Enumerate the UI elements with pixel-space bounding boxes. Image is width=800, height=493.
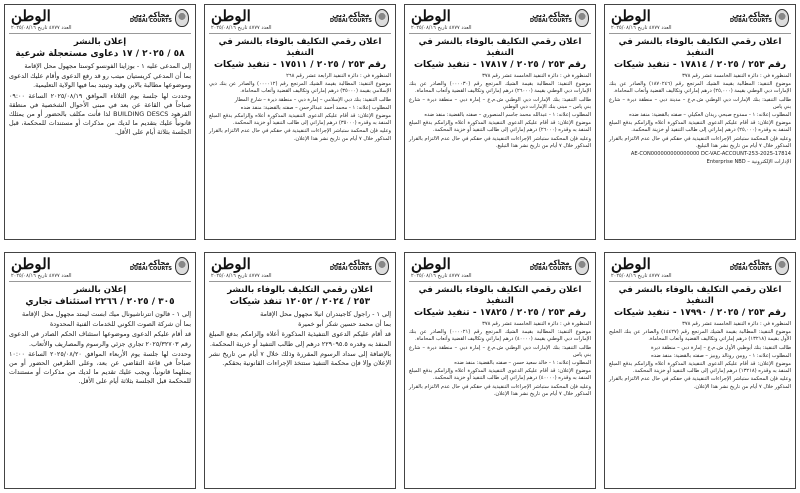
notice-title: اعلان رقمي التكليف بالوفاء بالنشر xyxy=(227,285,373,295)
notice-paragraph: وعليه فإن المحكمة ستباشر الإجراءات التنفيذية في حقكم في حال عدم الالتزام بالقرار المذكور خلال ٧ أيام من تاريخ نشر هذا الإعلان. xyxy=(609,376,791,390)
notice-body xyxy=(9,310,191,387)
notice-title: اعلان رقمي التكليف بالوفاء بالنشر في التنفيذ xyxy=(418,285,582,306)
notice-title: اعلان رقمي التكليف بالوفاء بالنشر في التنفيذ xyxy=(618,285,782,306)
newspaper-masthead xyxy=(411,256,472,279)
notice-paragraph: وعليه فإن المحكمة ستباشر الإجراءات التنفيذية في حقكم في حال عدم الالتزام بالقرار المذكور خلال ٧ أيام من تاريخ نشر هذا التبليغ. xyxy=(409,135,591,149)
court-logo xyxy=(130,9,189,27)
newspaper-masthead xyxy=(11,8,72,31)
newspaper-name: الوطن xyxy=(611,255,651,273)
issue-date: العدد ٤٧٧٧ تاريخ ٢٠٢٥/٠٨/١٦ xyxy=(11,273,72,279)
legal-notice xyxy=(604,252,796,489)
case-number: رقم ٢٥٣ / ٢٠٢٥ / ١٧٨٢٥ - تنفيذ شيكات xyxy=(413,308,587,318)
case-number: ٣٠٥ / ٢٠٢٥ / ٢٢٦٦ استئناف تجاري xyxy=(25,297,175,307)
court-logo xyxy=(330,9,389,27)
court-name-ar: محاكم دبي xyxy=(332,11,370,19)
notice-paragraph: المنظورة في : دائرة التنفيذ الخامسة عشر رقم ٣٧٨ xyxy=(482,73,591,79)
notice-paragraph: بما أن المدعي كريستيان ميتب رو قد رفع الدعوى وأقام عليك الدعوى وموضوعها مطالبة بالابن وقيد وتيتيد بما فيها الولاية التعليمية. xyxy=(9,72,191,90)
court-logo xyxy=(730,9,789,27)
notice-header xyxy=(9,8,191,34)
notice-title: إعلان بالنشر xyxy=(73,37,127,47)
court-name-en: DUBAI COURTS xyxy=(329,266,372,272)
court-name-ar: محاكم دبي xyxy=(532,11,570,19)
notice-header xyxy=(9,256,191,282)
newspaper-name: الوطن xyxy=(211,7,251,25)
emblem-icon xyxy=(375,9,389,27)
newspaper-name: الوطن xyxy=(411,255,451,273)
court-logo xyxy=(730,257,789,275)
emblem-icon xyxy=(375,257,389,275)
issue-date: العدد ٤٧٧٧ تاريخ ٢٠٢٥/٠٨/١٦ xyxy=(611,273,672,279)
court-name-ar: محاكم دبي xyxy=(132,259,170,267)
case-number: رقم ٢٥٣ / ٢٠٢٥ / ١٧٨١٤ - تنفيذ شيكات xyxy=(613,60,787,70)
newspaper-masthead xyxy=(211,256,272,279)
notice-paragraph: وحددت لها جلسة يوم الأربعاء الموافق ٢٠٢٥/٠٨/٢٠ الساعة ١٠:٠٠ صباحاً في قاعة التقاضي عن بعد، وعلى الطرفين الحضور أو من يمثلهما قانونياً، ويجب عليك تقديم ما لديك من مذكرات أو مستندات للمحكمة قبل الجلسة بثلاثة أيام على الأقل. xyxy=(9,349,191,386)
notice-paragraph: إلى ١ - راجول كاجيندران انيلا مجهول محل الإقامة xyxy=(260,310,391,318)
notice-body xyxy=(609,73,791,166)
issue-date: العدد ٤٧٧٧ تاريخ ٢٠٢٥/٠٨/١٦ xyxy=(211,25,272,31)
notice-header xyxy=(409,256,591,282)
notice-paragraph: موضوع الإعلان: قد أقام عليكم الدعوى التنفيذية المذكورة أعلاه وإلزامكم بدفع المبلغ المنفذ به وقدره (٢٦٠٠٠) درهم إماراتي إلى طالب التنفيذ أو خزينة المحكمة. xyxy=(409,120,591,134)
notice-paragraph: المطلوب إعلانه: ١ - عبدالله محمد جاسم المنصوري – صفته بالقضية: منفذ ضده xyxy=(424,112,591,119)
issue-date: العدد ٤٧٧٧ تاريخ ٢٠٢٥/٠٨/١٦ xyxy=(11,25,72,31)
notice-title: اعلان رقمي التكليف بالوفاء بالنشر في التنفيذ xyxy=(418,37,582,58)
court-name-en: DUBAI COURTS xyxy=(129,18,172,24)
newspaper-name: الوطن xyxy=(11,7,51,25)
emblem-icon xyxy=(575,9,589,27)
notice-paragraph: موضوع التنفيذ: المطالبة بقيمة الشيك المرتجع رقم (١٨٧٠٢٤٦) والصادر عن بنك الإمارات دبي الوطني بقيمة (٢٥,٠٠٠) درهم إماراتي وتكاليف القضية وأتعاب المحاماة. xyxy=(609,81,791,95)
court-logo xyxy=(130,257,189,275)
notice-paragraph: وعليه فإن المحكمة ستباشر الإجراءات التنفيذية في حقكم في حال عدم الالتزام بالقرار المذكور خلال ٧ أيام من تاريخ نشر هذا التبليغ. xyxy=(609,135,791,149)
notice-paragraph: وعليه فإن المحكمة ستباشر الإجراءات التنفيذية في حقكم في حال عدم الالتزام بالقرار المذكور خلال ٧ أيام من تاريخ نشر هذا الإعلان. xyxy=(209,128,391,142)
notice-paragraph: المطلوب إعلانه: ١ - خالد سعيد حسن – صفته بالقضية: منفذ ضده xyxy=(454,360,591,367)
emblem-icon xyxy=(575,257,589,275)
legal-notice xyxy=(204,252,396,489)
notice-paragraph: بما أن محمد حسين شكر أبو خميرة xyxy=(298,320,391,329)
court-name-en: DUBAI COURTS xyxy=(329,18,372,24)
notice-body xyxy=(209,310,391,368)
court-name-ar: محاكم دبي xyxy=(332,259,370,267)
emblem-icon xyxy=(175,9,189,27)
case-number: رقم ٢٥٣ / ٢٠٢٥ / ١٧٩٩٠ - تنفيذ شيكات xyxy=(613,308,787,318)
newspaper-masthead xyxy=(611,8,672,31)
court-name-ar: محاكم دبي xyxy=(132,11,170,19)
legal-notice xyxy=(404,252,596,489)
notice-paragraph: طالب التنفيذ: بنك الإمارات دبي الوطني ش.م.ع – مدينة دبي – منطقة ديرة – شارع بني ياس xyxy=(609,96,791,110)
notice-paragraph: بالإضافة إلى سداد الرسوم المقررة وذلك خلال ٧ أيام من تاريخ نشر الإعلان وإلا فإن محكمة التنفيذ ستتخذ الإجراءات القانونية بحقكم. xyxy=(209,349,392,368)
court-name-en: DUBAI COURTS xyxy=(729,266,772,272)
notice-title: إعلان بالنشر xyxy=(73,285,127,295)
notice-paragraph: قد أقام عليكم الدعوى وموضوعها استئناف الحكم الصادر في الدعوى رقم ٢٠٢٥/٣٢٧٠٣ تجاري جزئي والرسوم والمصاريف والأتعاب. xyxy=(9,330,191,348)
notice-paragraph: طالب التنفيذ: بنك الإمارات دبي الوطني ش.م.ع – إمارة دبي – منطقة ديرة – شارع بني ياس – مبنى بنك الإمارات دبي الوطني xyxy=(409,96,591,110)
emblem-icon xyxy=(775,9,789,27)
court-logo xyxy=(530,9,589,27)
notice-paragraph: المطلوب إعلانه: ١ - ممدوح صبحي زيدان العكيلي – صفته بالقضية: منفذ ضده xyxy=(629,112,791,119)
notice-body xyxy=(609,321,791,391)
case-number: ٥٨ / ٢٠٢٥ / ١٧ دعاوى مستعجلة شرعية xyxy=(15,49,185,59)
notice-paragraph: موضوع التنفيذ: المطالبة بقيمة الشيك المرتجع رقم (١٤٤٢٧) والصادر عن بنك الخليج الأول بقيمة (١٣٢١٨) درهم إماراتي وتكاليف القضية وأتعاب المحاماة. xyxy=(609,329,791,343)
notice-header xyxy=(609,256,791,282)
newspaper-masthead xyxy=(611,256,672,279)
legal-notice xyxy=(4,252,196,489)
notice-paragraph: إلى المدعى عليه ١ - بوزاينا الفونسو كوستا مجهول محل الإقامة xyxy=(24,62,191,70)
case-number: رقم ٢٥٣ / ٢٠٢٥ / ١٧٥١١ - تنفيذ شيكات xyxy=(213,60,387,70)
notice-body xyxy=(209,73,391,143)
notice-title: اعلان رقمي التكليف بالوفاء بالنشر في التنفيذ xyxy=(218,37,382,58)
notice-header xyxy=(209,256,391,282)
court-name-en: DUBAI COURTS xyxy=(129,266,172,272)
newspaper-name: الوطن xyxy=(11,255,51,273)
newspaper-name: الوطن xyxy=(611,7,651,25)
notice-paragraph: قد أقام عليكم الدعوى التنفيذية المذكورة أعلاه وإلزامكم بدفع المبلغ المنفذ به وقدره ٢٢٩٠٩٥.٥ درهم إلى طالب التنفيذ أو خزينة المحكمة. xyxy=(209,330,391,348)
issue-date: العدد ٤٧٧٧ تاريخ ٢٠٢٥/٠٨/١٦ xyxy=(211,273,272,279)
newspaper-name: الوطن xyxy=(411,7,451,25)
legal-notice xyxy=(404,4,596,240)
court-logo xyxy=(530,257,589,275)
newspaper-masthead xyxy=(11,256,72,279)
notice-paragraph: المنظورة في : دائرة التنفيذ الرابعة عشر رقم ٢٦٨ xyxy=(286,73,391,79)
newspaper-masthead xyxy=(411,8,472,31)
emblem-icon xyxy=(775,257,789,275)
court-name-en: DUBAI COURTS xyxy=(529,266,572,272)
issue-date: العدد ٤٧٧٧ تاريخ ٢٠٢٥/٠٨/١٦ xyxy=(411,273,472,279)
notice-paragraph: إلى ١ - فالون انترناشيونال ميك ابست ليمتد مجهول محل الإقامة xyxy=(22,310,191,318)
notice-paragraph: موضوع التنفيذ: المطالبة بقيمة الشيك المرتجع رقم (٠٠٠٠١٢) والصادر عن بنك دبي الإسلامي بقيمة (٣٥٠٠٠) درهم إماراتي وتكاليف القضية وأتعاب المحاماة. xyxy=(209,81,391,95)
court-logo xyxy=(330,257,389,275)
notice-title: اعلان رقمي التكليف بالوفاء بالنشر في التنفيذ xyxy=(618,37,782,58)
notice-paragraph: طالب التنفيذ: بنك أبوظبي الأول ش.م.ع – إمارة دبي – منطقة ديرة xyxy=(651,344,791,351)
legal-notice xyxy=(604,4,796,240)
notice-paragraph: موضوع الإعلان: قد أقام عليكم الدعوى التنفيذية المذكورة أعلاه وإلزامكم بدفع المبلغ المنفذ به وقدره (١٣٢١٨) درهم إماراتي إلى طالب التنفيذ أو خزينة المحكمة. xyxy=(609,361,791,375)
issue-date: العدد ٤٧٧٧ تاريخ ٢٠٢٥/٠٨/١٦ xyxy=(411,25,472,31)
notice-paragraph: موضوع التنفيذ: المطالبة بقيمة الشيك المرتجع رقم (٠٠٠٠٣٠) والصادر عن بنك الإمارات دبي الوطني بقيمة (٢٦٠٠٠) درهم إماراتي وتكاليف القضية وأتعاب المحاماة. xyxy=(409,81,591,95)
notice-paragraph: بما أن شركة الصوت الكوني للخدمات الفنية المحدودة xyxy=(49,320,191,329)
notice-paragraph: موضوع الإعلان: قد أقام عليكم الدعوى التنفيذية المذكورة أعلاه وإلزامكم بدفع المبلغ المنفذ به وقدره (٣٥٠٠٠) درهم إماراتي إلى طالب التنفيذ أو خزينة المحكمة. xyxy=(209,113,391,127)
emblem-icon xyxy=(175,257,189,275)
case-number: رقم ٢٥٣ / ٢٠٢٥ / ١٧٨١٧ - تنفيذ شيكات xyxy=(413,60,587,70)
notice-paragraph: طالب التنفيذ: بنك دبي الإسلامي – إمارة دبي – منطقة ديرة – شارع المطار xyxy=(234,96,391,103)
court-name-ar: محاكم دبي xyxy=(732,11,770,19)
notice-paragraph: موضوع التنفيذ: المطالبة بقيمة الشيك المرتجع رقم (٠٠٠٠٢١) والصادر عن بنك الإمارات دبي الوطني بقيمة (٤٠٠٠٠) درهم إماراتي وتكاليف القضية وأتعاب المحاماة. xyxy=(409,329,591,343)
notice-paragraph: المطلوب إعلانه: ١ - محمد أحمد عبدالرحمن – صفته بالقضية: منفذ ضده xyxy=(240,104,391,111)
notice-body xyxy=(9,62,191,138)
notice-paragraph: AE-CON000000000000000 DC-VAC-ACCOUNT-253-2025-17814 xyxy=(630,151,791,158)
notice-header xyxy=(409,8,591,34)
notice-header xyxy=(209,8,391,34)
notice-paragraph: موضوع الإعلان: قد أقام عليكم الدعوى التنفيذية المذكورة أعلاه وإلزامكم بدفع المبلغ المنفذ به وقدره (٢٥,٠٠٠) درهم إماراتي إلى طالب التنفيذ أو خزينة المحكمة. xyxy=(609,120,791,134)
case-number: ٢٥٣ / ٢٠٢٤ / ١٢٠٥٢ تنفذ شيكات xyxy=(229,297,371,307)
notice-paragraph: المطلوب إعلانه: ١ - روبين رونالد روبيز – صفته بالقضية: منفذ ضده xyxy=(651,352,791,359)
notice-body xyxy=(409,321,591,398)
notice-paragraph: المنظورة في : دائرة التنفيذ الخامسة عشر رقم ٣٧٨ xyxy=(682,321,791,327)
newspaper-name: الوطن xyxy=(211,255,251,273)
court-name-en: DUBAI COURTS xyxy=(529,18,572,24)
notice-paragraph: المنظورة في : دائرة التنفيذ الخامسة عشر رقم ٣٧٨ xyxy=(682,73,791,79)
court-name-ar: محاكم دبي xyxy=(732,259,770,267)
notice-body xyxy=(409,73,591,150)
notice-paragraph: موضوع الإعلان: قد أقام عليكم الدعوى التنفيذية المذكورة أعلاه وإلزامكم بدفع المبلغ المنفذ به وقدره (٤٠٠٠٠) درهم إماراتي إلى طالب التنفيذ أو خزينة المحكمة. xyxy=(409,368,591,382)
notice-header xyxy=(609,8,791,34)
issue-date: العدد ٤٧٧٧ تاريخ ٢٠٢٥/٠٨/١٦ xyxy=(611,25,672,31)
notice-paragraph: وعليه فإن المحكمة ستباشر الإجراءات التنفيذية في حقكم في حال عدم الالتزام بالقرار المذكور خلال ٧ أيام من تاريخ نشر هذا الإعلان. xyxy=(409,383,591,397)
court-name-en: DUBAI COURTS xyxy=(729,18,772,24)
newspaper-masthead xyxy=(211,8,272,31)
legal-notice xyxy=(4,4,196,240)
court-name-ar: محاكم دبي xyxy=(532,259,570,267)
notice-paragraph: المنظورة في : دائرة التنفيذ الخامسة عشر رقم ٣٧٨ xyxy=(482,321,591,327)
notice-paragraph: وحددت لها جلسة يوم الثلاثاء الموافق ٢٠٢٥/٠٨/١٩ الساعة ٠٩:٠٠ صباحاً في القاعة عن بعد في مبنى الأحوال الشخصية في منطقة القرهود BUILDING DESCS لذا فأنت مكلف بالحضور أو من يمثلك قانونياً عليك بتقديم ما لديك من مذكرات أو مستندات للمحكمة، قبل الجلسة بثلاثة أيام على الأقل. xyxy=(9,91,191,137)
notice-paragraph: طالب التنفيذ: بنك الإمارات دبي الوطني ش.م.ع – إمارة دبي – منطقة ديرة – شارع بني ياس xyxy=(409,344,591,358)
notice-paragraph: الإدارات الإلكترونية – Enterprise NBD xyxy=(706,159,791,166)
legal-notice xyxy=(204,4,396,240)
